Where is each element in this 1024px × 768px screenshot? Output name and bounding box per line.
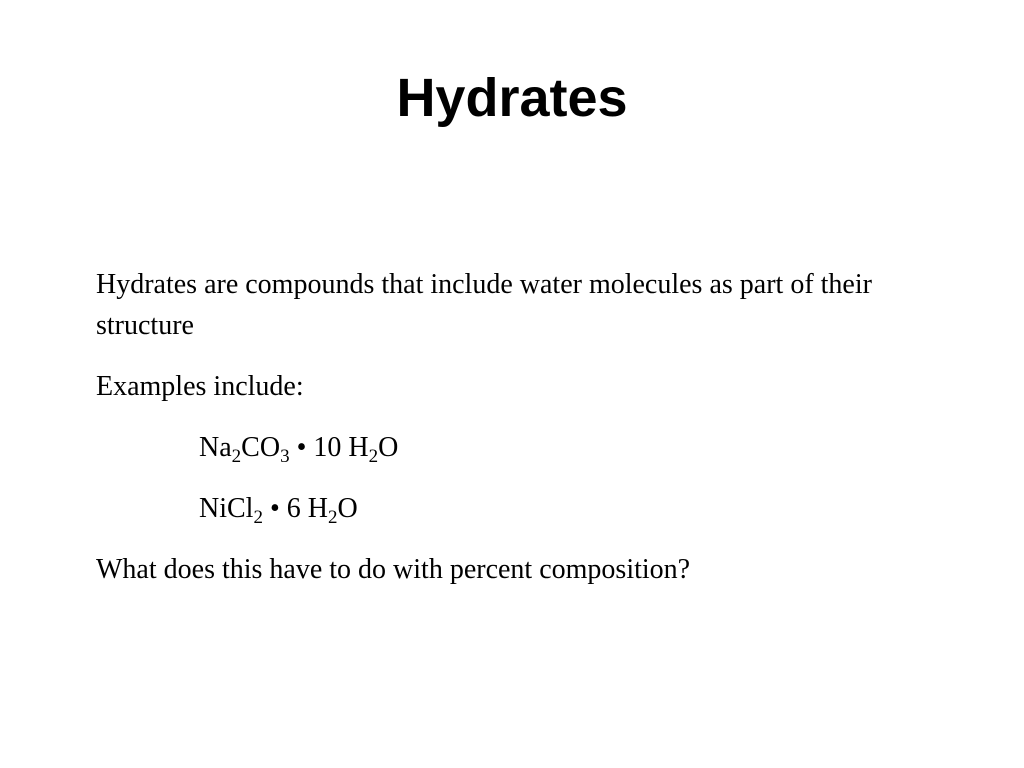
- slide-title: Hydrates: [396, 68, 628, 128]
- formula-subscript: 2: [231, 446, 242, 467]
- formula-text: CO: [241, 432, 281, 463]
- formula-subscript: 2: [368, 446, 379, 467]
- formula-subscript: 2: [328, 507, 338, 528]
- formula-text: Na: [199, 432, 232, 463]
- formula-subscript: 3: [280, 446, 290, 467]
- formula-text: O: [337, 493, 358, 524]
- formula-text: • 6 H: [262, 493, 328, 524]
- examples-intro: Examples include:: [96, 371, 304, 402]
- formula-text: O: [378, 432, 399, 463]
- formula-text: • 10 H: [289, 432, 369, 463]
- formula-nickel-chloride-hexahydrate: [96, 488, 956, 529]
- slide-body: [96, 264, 956, 610]
- question-paragraph: What does this have to do with percent composition?: [96, 554, 691, 585]
- definition-paragraph: Hydrates are compounds that include water molecules as part of their structure: [96, 269, 872, 341]
- formula-text: NiCl: [199, 493, 254, 524]
- formula-subscript: 2: [253, 507, 263, 528]
- formula-sodium-carbonate-decahydrate: [96, 427, 956, 468]
